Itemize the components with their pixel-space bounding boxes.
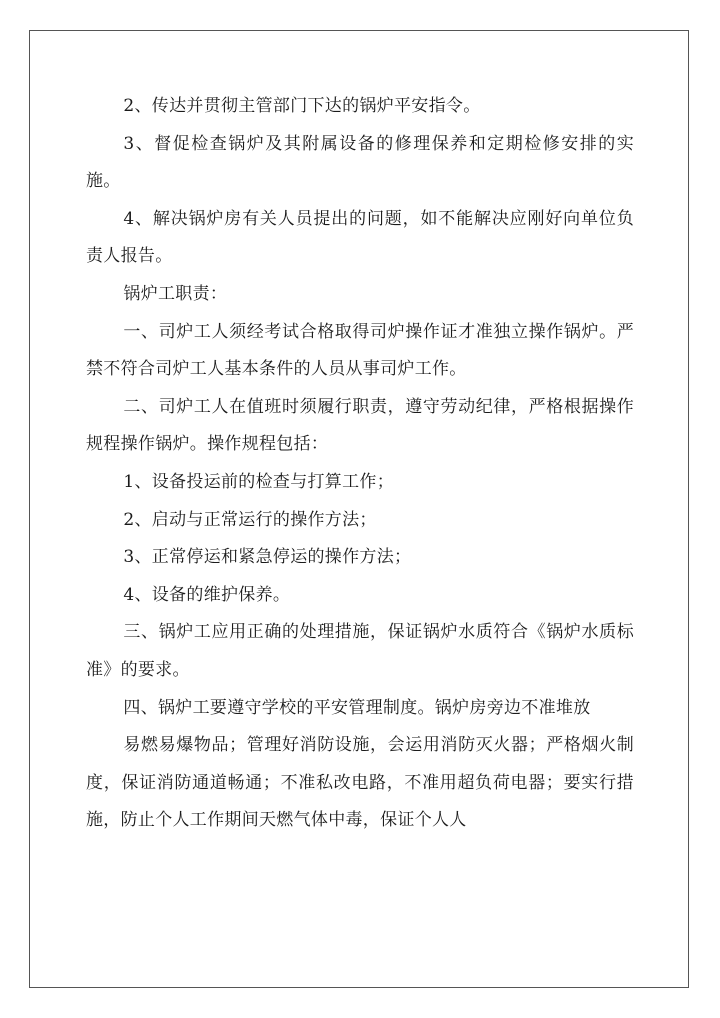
paragraph-duty-three: 三、锅炉工应用正确的处理措施，保证锅炉水质符合《锅炉水质标准》的要求。 [86,622,634,680]
paragraph-maintenance-supervision: 3、督促检查锅炉及其附属设备的修理保养和定期检修安排的实施。 [86,133,634,192]
document-body [86,88,634,840]
paragraph-duty-four: 四、锅炉工要遵守学校的平安管理制度。锅炉房旁边不准堆放 [123,697,591,718]
paragraph-dispatch-instructions: 2、传达并贯彻主管部门下达的锅炉平安指令。 [123,96,481,116]
paragraph-problem-resolution: 4、解决锅炉房有关人员提出的问题，如不能解决应刚好向单位负责人报告。 [86,208,634,267]
list-item-pre-operation-check: 1、设备投运前的检查与打算工作； [123,471,395,492]
list-item-maintenance: 4、设备的维护保养。 [123,584,291,605]
list-item-startup-operation: 2、启动与正常运行的操作方法； [123,509,377,530]
list-item-shutdown-operation: 3、正常停运和紧急停运的操作方法； [123,547,412,568]
paragraph-duty-one: 一、司炉工人须经考试合格取得司炉操作证才准独立操作锅炉。严禁不符合司炉工人基本条件的人员从事司炉工作。 [86,321,634,380]
paragraph-fire-safety: 易燃易爆物品；管理好消防设施，会运用消防灭火器；严格烟火制度，保证消防通道畅通；不准私改电路，不准用超负荷电器；要实行措施，防止个人工作期间天燃气体中毒，保证个人人 [86,735,634,831]
paragraph-duty-two: 二、司炉工人在值班时须履行职责，遵守劳动纪律，严格根据操作规程操作锅炉。操作规程包括： [86,396,634,455]
section-heading-boiler-worker-duties: 锅炉工职责： [123,283,228,304]
